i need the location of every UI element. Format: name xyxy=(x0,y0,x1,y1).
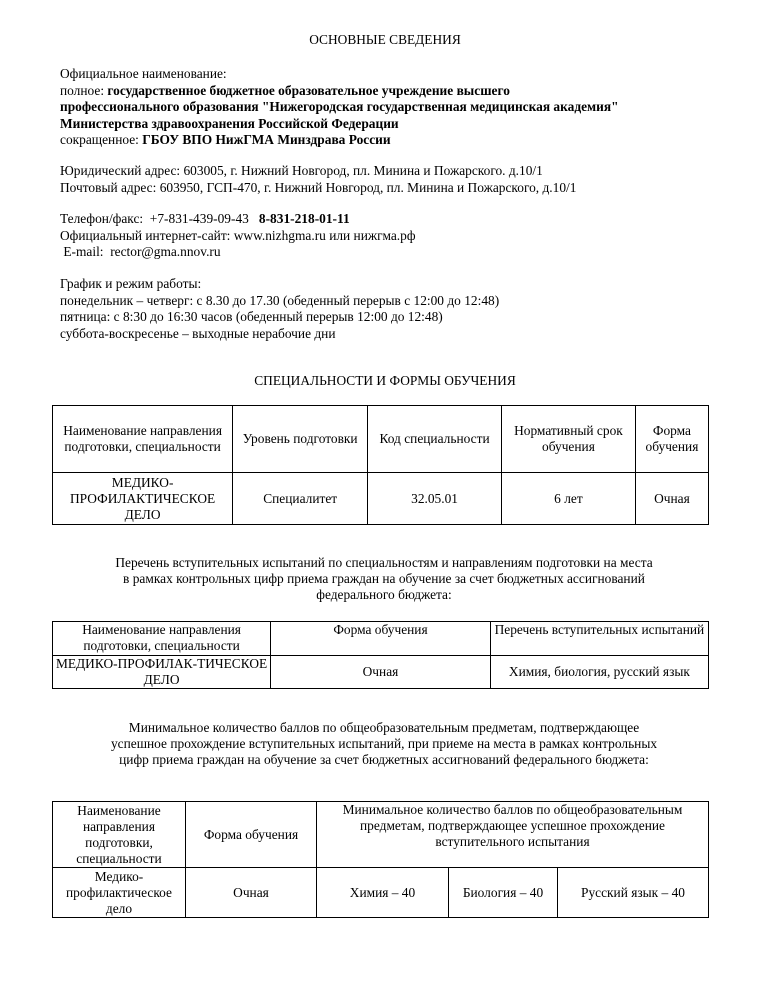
table-cell: Медико-профилактическое дело xyxy=(53,868,186,918)
table-header-row xyxy=(53,802,709,868)
header-cell: Форма обучения xyxy=(635,406,708,473)
header-cell: Минимальное количество баллов по общеобразовательным предметам, подтверждающее успешное прохождение вступительного испытания xyxy=(317,802,709,868)
table-cell: 32.05.01 xyxy=(368,473,502,525)
exams-caption-line-3: федерального бюджета: xyxy=(316,587,452,602)
website-line: Официальный интернет-сайт: www.nizhgma.ru или нижгма.рф xyxy=(60,227,416,243)
scores-table xyxy=(52,801,709,918)
table-cell: Химия, биология, русский язык xyxy=(490,656,708,689)
section-title-specialties: СПЕЦИАЛЬНОСТИ И ФОРМЫ ОБУЧЕНИЯ xyxy=(254,373,516,388)
exams-table xyxy=(52,621,709,689)
phone-line xyxy=(60,211,740,228)
full-name-line-1 xyxy=(60,83,740,100)
header-cell: Уровень подготовки xyxy=(233,406,368,473)
scores-caption-line-2: успешное прохождение вступительных испытаний, при приеме на места в рамках контрольных xyxy=(110,736,658,751)
header-cell: Наименование направления подготовки, специальности xyxy=(53,802,186,868)
table-cell: Специалитет xyxy=(233,473,368,525)
exams-caption-line-2: в рамках контрольных цифр приема граждан на обучение за счет бюджетных ассигнований xyxy=(123,571,645,586)
exams-caption xyxy=(40,555,728,603)
short-name-line xyxy=(60,132,740,149)
scores-caption-line-3: цифр приема граждан на обучение за счет бюджетных ассигнований федерального бюджета: xyxy=(119,752,649,767)
table-header-row xyxy=(53,622,709,656)
table-cell: 6 лет xyxy=(502,473,636,525)
schedule-line-2: пятница: с 8:30 до 16:30 часов (обеденный перерыв 12:00 до 12:48) xyxy=(60,309,443,324)
short-name-prefix: сокращенное: xyxy=(60,132,143,147)
table-cell: Русский язык – 40 xyxy=(558,868,709,918)
header-cell: Перечень вступительных испытаний xyxy=(490,622,708,656)
section-title-basic: ОСНОВНЫЕ СВЕДЕНИЯ xyxy=(309,32,461,47)
header-cell: Код специальности xyxy=(368,406,502,473)
full-name-prefix: полное: xyxy=(60,82,108,98)
full-name-part-3: Министерства здравоохранения Российской Федерации xyxy=(60,115,399,131)
schedule-title: График и режим работы: xyxy=(60,276,202,291)
header-cell: Наименование направления подготовки, специальности xyxy=(53,622,271,656)
schedule-block xyxy=(60,276,740,342)
phone-prefix: Телефон/факс: +7-831-439-09-43 xyxy=(60,211,259,226)
full-name-part-2: профессионального образования "Нижегородская государственная медицинская академия" xyxy=(60,99,619,114)
scores-caption xyxy=(40,720,728,768)
header-cell: Форма обучения xyxy=(186,802,317,868)
exams-caption-line-1: Перечень вступительных испытаний по специальностям и направлениям подготовки на места xyxy=(115,555,653,570)
postal-address: Почтовый адрес: 603950, ГСП-470, г. Нижний Новгород, пл. Минина и Пожарского, д.10/1 xyxy=(60,179,577,195)
table-row xyxy=(53,868,709,918)
full-name-line-2 xyxy=(60,99,740,116)
specialties-table xyxy=(52,405,709,525)
table-header-row xyxy=(53,406,709,473)
schedule-line-1: понедельник – четверг: с 8.30 до 17.30 (обеденный перерыв с 12:00 до 12:48) xyxy=(60,292,500,308)
contacts-block xyxy=(60,211,740,261)
phone-bold: 8-831-218-01-11 xyxy=(258,211,350,226)
schedule-line-3: суббота-воскресенье – выходные нерабочие дни xyxy=(60,325,336,341)
full-name-part-1: государственное бюджетное образовательное учреждение высшего xyxy=(107,82,510,98)
legal-address: Юридический адрес: 603005, г. Нижний Новгород, пл. Минина и Пожарского. д.10/1 xyxy=(60,163,543,178)
table-row xyxy=(53,656,709,689)
short-name: ГБОУ ВПО НижГМА Минздрава России xyxy=(142,132,391,147)
table-cell: МЕДИКО-ПРОФИЛАК-ТИЧЕСКОЕ ДЕЛО xyxy=(53,656,271,689)
table-cell: МЕДИКО-ПРОФИЛАКТИЧЕСКОЕ ДЕЛО xyxy=(53,473,233,525)
table-row xyxy=(53,473,709,525)
full-name-line-3 xyxy=(60,116,740,133)
scores-caption-line-1: Минимальное количество баллов по общеобразовательным предметам, подтверждающее xyxy=(128,720,640,735)
official-name-label: Официальное наименование: xyxy=(60,66,227,81)
table-cell: Очная xyxy=(271,656,491,689)
email-line: E-mail: rector@gma.nnov.ru xyxy=(60,244,221,259)
header-cell: Нормативный срок обучения xyxy=(502,406,636,473)
table-cell: Биология – 40 xyxy=(449,868,558,918)
address-block xyxy=(60,163,740,196)
table-cell: Очная xyxy=(635,473,708,525)
header-cell: Наименование направления подготовки, специальности xyxy=(53,406,233,473)
table-cell: Очная xyxy=(186,868,317,918)
header-cell: Форма обучения xyxy=(271,622,491,656)
table-cell: Химия – 40 xyxy=(317,868,449,918)
official-name-block xyxy=(60,66,740,149)
